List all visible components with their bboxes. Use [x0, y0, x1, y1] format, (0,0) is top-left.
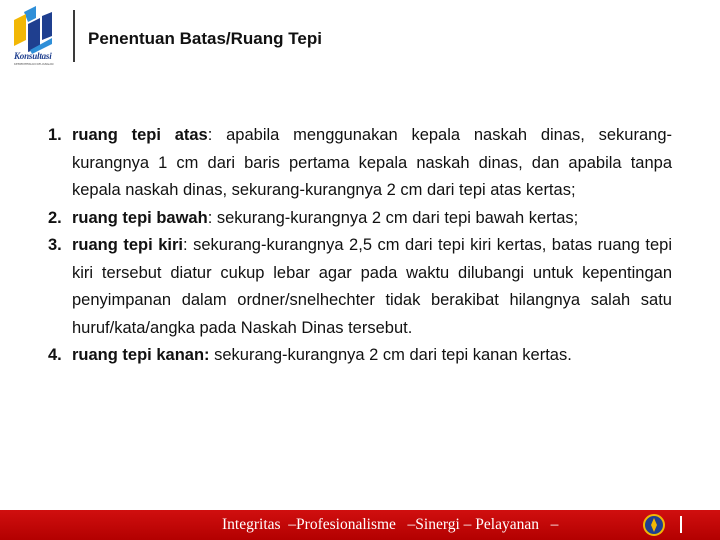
item-text: sekurang-kurangnya 2 cm dari tepi kanan kertas.	[214, 346, 572, 364]
footer-separator	[680, 516, 682, 533]
item-label: ruang tepi kiri	[72, 236, 183, 254]
item-number: 3.	[48, 236, 62, 254]
page-title: Penentuan Batas/Ruang Tepi	[88, 29, 322, 48]
margin-rules-list	[48, 122, 672, 370]
header-divider	[73, 10, 75, 62]
item-label-suffix: :	[207, 208, 213, 227]
list-item	[48, 232, 672, 342]
item-number: 4.	[48, 346, 62, 364]
item-label: ruang tepi bawah	[72, 208, 208, 227]
logo-subtext: KEMENTERIAN KEUANGAN	[14, 62, 54, 66]
item-number: 1.	[48, 126, 62, 144]
item-label-suffix: :	[182, 236, 188, 254]
emblem-icon	[641, 513, 667, 537]
item-label-suffix: :	[207, 126, 213, 144]
footer-values-text: Integritas –Profesionalisme –Sinergi – Pelayanan –	[222, 516, 559, 533]
logo-mark-icon	[6, 6, 68, 56]
list-item	[48, 342, 672, 370]
item-label: ruang tepi kanan:	[72, 346, 210, 364]
list-item	[48, 205, 672, 233]
item-text: apabila menggunakan kepala naskah dinas, sekurang-kurangnya 1 cm dari baris pertama kepala naskah dinas, dan apabila tanpa kepala naskah dinas, sekurang-kurangnya 2 cm dari tepi atas kertas;	[72, 126, 672, 199]
item-label: ruang tepi atas	[72, 126, 208, 144]
logo-text: Konsultasi	[14, 51, 52, 61]
item-number: 2.	[48, 208, 62, 227]
list-item	[48, 122, 672, 205]
footer-bar	[0, 510, 720, 540]
item-text: sekurang-kurangnya 2,5 cm dari tepi kiri kertas, batas ruang tepi kiri tersebut diatur cukup lebar agar pada waktu dilubangi untuk kepentingan penyimpanan dalam ordner/snelhechter tidak berakibat hilangnya salah satu huruf/kata/angka pada Naskah Dinas tersebut.	[72, 236, 673, 337]
item-text: sekurang-kurangnya 2 cm dari tepi bawah kertas;	[216, 208, 579, 227]
